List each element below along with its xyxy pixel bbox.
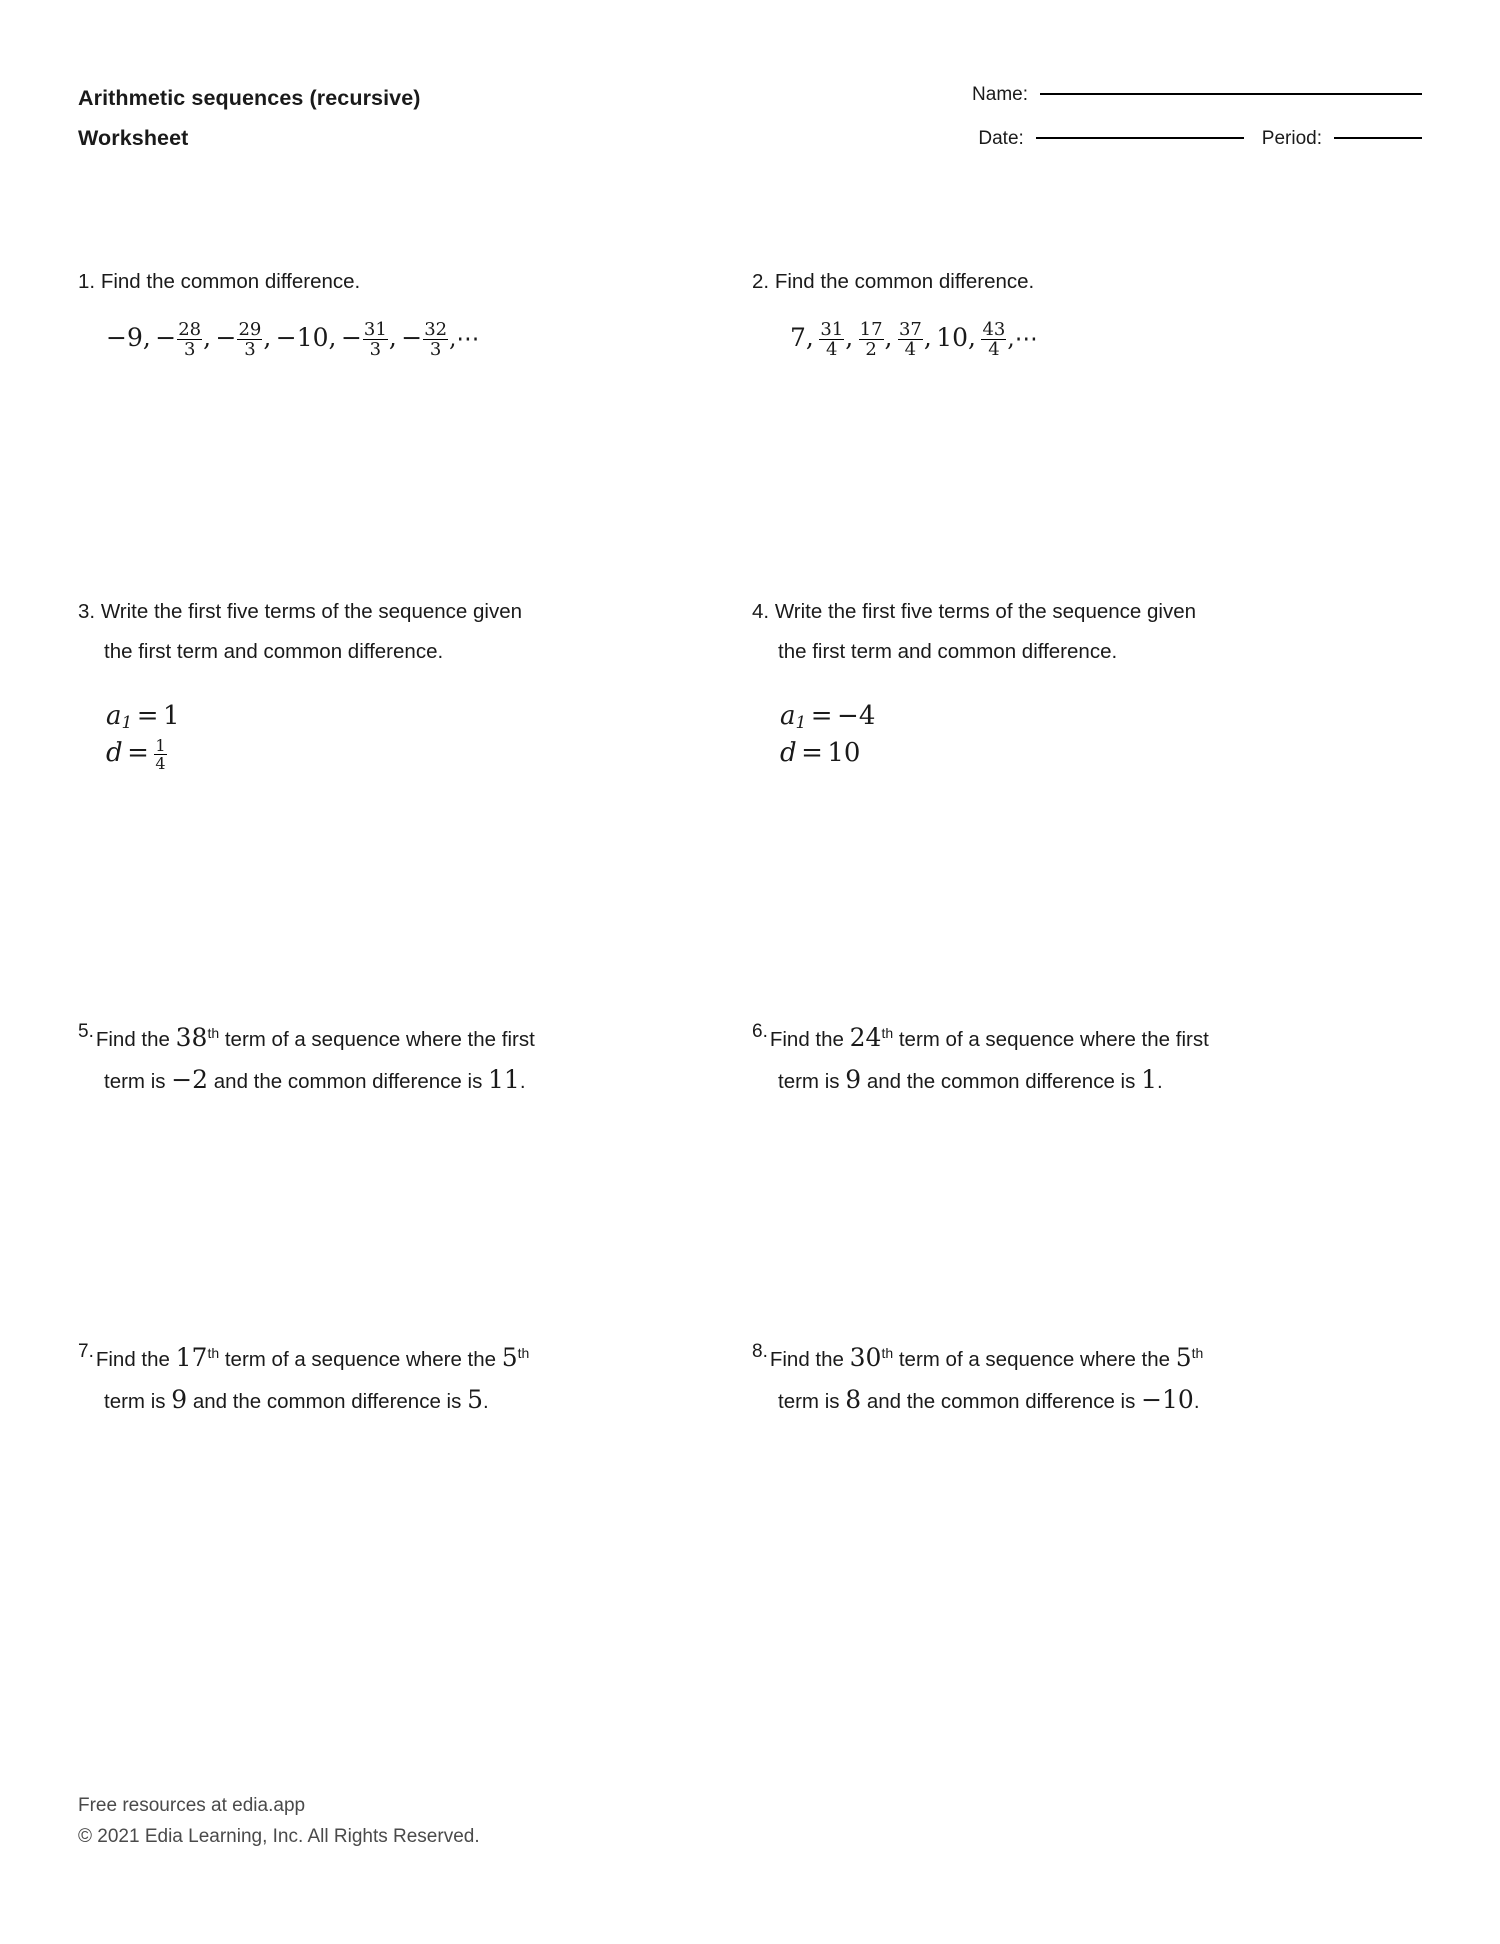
problem-8 (752, 1332, 1426, 1652)
name-label: Name: (972, 84, 1028, 105)
problem-2-number: 2. (752, 270, 770, 293)
fraction-17-2: $\frac{17}{2}$ (859, 319, 883, 361)
problem-5-line-1 (78, 1012, 706, 1060)
problem-7-text-a: Find the (95, 1348, 170, 1371)
problem-7-ordinal: th (207, 1345, 220, 1362)
problem-8-number: 8. (752, 1341, 768, 1362)
problem-5-text-b: term of a sequence where the first (224, 1028, 535, 1051)
problem-3-a-value: 1 (163, 701, 180, 731)
problem-3-equals-1: = (136, 701, 159, 731)
problem-row-4 (78, 1332, 1426, 1652)
date-period-field-row (932, 128, 1422, 172)
name-field-row (932, 84, 1422, 128)
fraction-31-4: $\frac{31}{4}$ (820, 319, 844, 361)
problem-4-prompt-text-1: Write the first five terms of the sequence given (774, 600, 1197, 623)
problem-8-line-1 (752, 1332, 1380, 1380)
name-input-rule[interactable] (1040, 93, 1422, 95)
problem-7-line-2 (78, 1380, 706, 1422)
fraction-29-3: $\frac{29}{3}$ (238, 319, 262, 361)
problem-3-d-symbol: d (106, 737, 123, 768)
problem-5-known-value: −2 (171, 1065, 209, 1094)
fraction-43-4: $\frac{43}{4}$ (982, 319, 1006, 361)
problem-4-a-symbol: a (780, 701, 796, 731)
problem-4-d-symbol: d (780, 737, 797, 768)
problem-5-period: . (519, 1070, 526, 1093)
problem-4-equals-1: = (810, 701, 833, 731)
problem-grid (78, 262, 1426, 1652)
problem-2 (752, 262, 1426, 592)
problem-8-ordinal: th (881, 1345, 894, 1362)
footer-copyright-line: © 2021 Edia Learning, Inc. All Rights Reserved. (78, 1826, 480, 1847)
problem-5-term-n: 38 (175, 1023, 208, 1052)
problem-5-line-2 (78, 1060, 706, 1102)
problem-7-number: 7. (78, 1341, 94, 1362)
problem-6-number: 6. (752, 1021, 768, 1042)
problem-1-number: 1. (78, 270, 96, 293)
fraction-37-4: $\frac{37}{4}$ (898, 319, 922, 361)
problem-3 (78, 592, 752, 1012)
problem-6-term-n: 24 (849, 1023, 882, 1052)
problem-8-known-n: 5 (1175, 1343, 1192, 1372)
problem-6-ordinal: th (881, 1025, 894, 1042)
problem-3-d-denominator: 4 (155, 753, 166, 773)
problem-4-prompt-line-2: the first term and common difference. (778, 640, 1118, 663)
problem-6-text-c: term is (778, 1070, 840, 1093)
problem-6-text-a: Find the (769, 1028, 844, 1051)
problem-5-difference: 11 (488, 1065, 520, 1094)
fraction-32-3: $\frac{32}{3}$ (424, 319, 448, 361)
problem-2-prompt (752, 262, 1380, 302)
problem-3-equals-2: = (127, 737, 149, 768)
problem-row-1 (78, 262, 1426, 592)
page-footer (78, 1790, 480, 1852)
problem-3-givens (78, 698, 706, 772)
problem-6 (752, 1012, 1426, 1332)
problem-4-equals-2: = (801, 737, 823, 768)
problem-7-difference: 5 (467, 1385, 483, 1414)
problem-5-text-a: Find the (95, 1028, 170, 1051)
date-label: Date: (978, 128, 1024, 149)
problem-8-line-2 (752, 1380, 1380, 1422)
problem-7-line-1 (78, 1332, 706, 1380)
problem-3-d-numerator: 1 (155, 735, 166, 755)
problem-4-givens (752, 698, 1380, 772)
problem-3-number: 3. (78, 600, 96, 623)
title-line-1: Arithmetic sequences (recursive) (78, 86, 421, 110)
problem-8-difference: −10 (1141, 1385, 1194, 1414)
problem-5 (78, 1012, 752, 1332)
problem-8-text-d: and the common difference is (866, 1390, 1136, 1413)
problem-6-known-value: 9 (845, 1065, 862, 1094)
problem-4-first-term (780, 698, 1380, 735)
footer-resources-line: Free resources at edia.app (78, 1795, 306, 1816)
title-line-2: Worksheet (78, 126, 189, 150)
period-label: Period: (1261, 128, 1322, 149)
problem-1-ellipsis: ⋯ (456, 326, 480, 353)
fraction-28-3: $\frac{28}{3}$ (178, 319, 202, 361)
problem-3-prompt-line-2: the first term and common difference. (104, 640, 444, 663)
problem-8-known-ordinal: th (1191, 1345, 1204, 1362)
problem-8-text-a: Find the (769, 1348, 844, 1371)
problem-4 (752, 592, 1426, 1012)
problem-4-difference (780, 735, 1380, 772)
date-input-rule[interactable] (1036, 137, 1244, 139)
student-fields (932, 84, 1422, 172)
problem-row-2 (78, 592, 1426, 1012)
problem-7-text-d: and the common difference is (192, 1390, 462, 1413)
period-input-rule[interactable] (1334, 137, 1422, 139)
problem-7-text-b: term of a sequence where the (224, 1348, 497, 1371)
problem-6-text-d: and the common difference is (866, 1070, 1136, 1093)
problem-5-text-c: term is (104, 1070, 166, 1093)
problem-1-prompt (78, 262, 706, 302)
problem-3-a-index: 1 (121, 713, 133, 733)
problem-4-a-index: 1 (795, 713, 807, 733)
problem-3-first-term (106, 698, 706, 735)
problem-6-period: . (1156, 1070, 1163, 1093)
problem-6-difference: 1 (1141, 1065, 1157, 1094)
problem-1-prompt-text: Find the common difference. (100, 270, 361, 293)
problem-7 (78, 1332, 752, 1652)
problem-4-a-value: −4 (837, 701, 876, 731)
worksheet-header (78, 78, 1422, 168)
problem-8-period: . (1193, 1390, 1200, 1413)
problem-3-difference (106, 735, 706, 772)
problem-8-term-n: 30 (849, 1343, 882, 1372)
problem-6-line-1 (752, 1012, 1380, 1060)
problem-6-text-b: term of a sequence where the first (898, 1028, 1209, 1051)
problem-5-number: 5. (78, 1021, 94, 1042)
problem-8-text-c: term is (778, 1390, 840, 1413)
problem-7-period: . (482, 1390, 489, 1413)
problem-1 (78, 262, 752, 592)
problem-8-text-b: term of a sequence where the (898, 1348, 1171, 1371)
problem-row-3 (78, 1012, 1426, 1332)
problem-5-text-d: and the common difference is (213, 1070, 483, 1093)
problem-4-number: 4. (752, 600, 770, 623)
problem-2-prompt-text: Find the common difference. (774, 270, 1035, 293)
problem-5-ordinal: th (207, 1025, 220, 1042)
problem-7-text-c: term is (104, 1390, 166, 1413)
problem-2-sequence: 7, $\frac{31}{4}$ , $\frac{17}{2}$ , $\frac{37}{4}$ , 10, $\frac{43}{4}$ ,⋯ (790, 319, 1038, 361)
problem-2-ellipsis: ⋯ (1014, 326, 1038, 353)
fraction-31-3: $\frac{31}{3}$ (363, 319, 387, 361)
problem-3-prompt-line-1 (78, 592, 706, 632)
problem-7-term-n: 17 (175, 1343, 208, 1372)
problem-4-prompt-line-1 (752, 592, 1380, 632)
problem-3-a-symbol: a (106, 701, 122, 731)
problem-1-sequence: −9, − $\frac{28}{3}$ , − $\frac{29}{3}$ , −10, − $\frac{31}{3}$ , − $\frac{32}{3}$ ,⋯ (106, 319, 480, 361)
problem-7-known-n: 5 (501, 1343, 518, 1372)
problem-4-d-value: 10 (827, 737, 861, 768)
page-title (78, 78, 421, 158)
problem-8-known-value: 8 (845, 1385, 862, 1414)
problem-7-known-ordinal: th (517, 1345, 530, 1362)
problem-3-d-fraction (154, 737, 166, 773)
problem-6-line-2 (752, 1060, 1380, 1102)
problem-3-prompt-text-1: Write the first five terms of the sequence given (100, 600, 523, 623)
problem-7-known-value: 9 (171, 1385, 188, 1414)
